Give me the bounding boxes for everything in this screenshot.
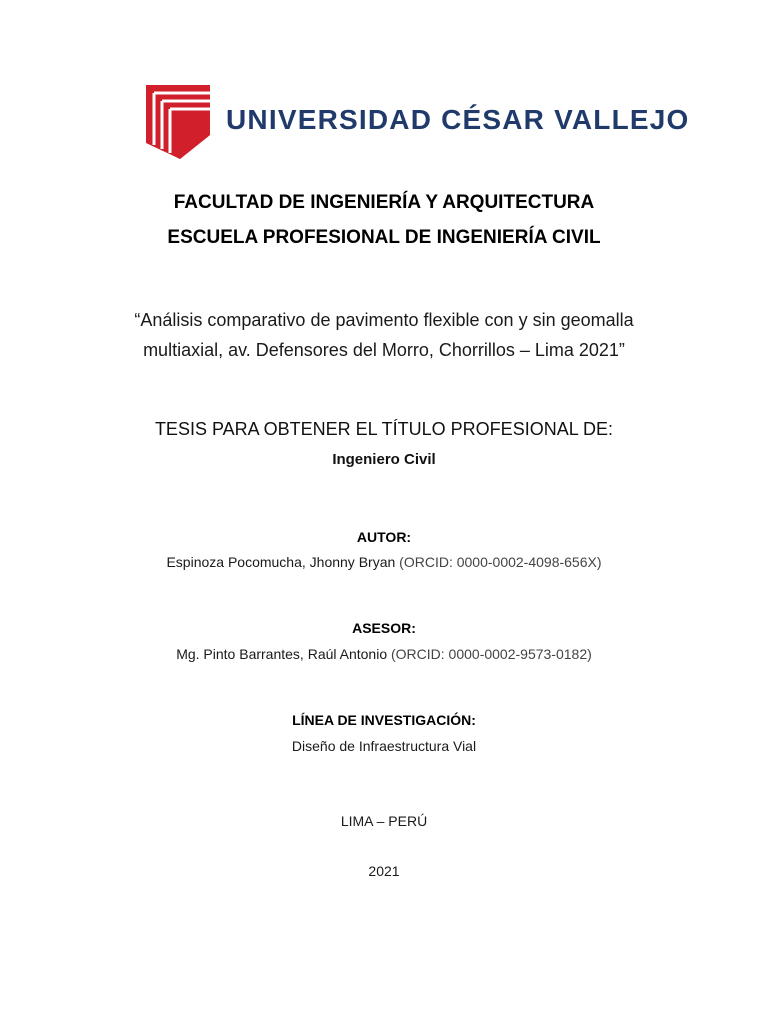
school-name: ESCUELA PROFESIONAL DE INGENIERÍA CIVIL bbox=[167, 227, 601, 248]
author-name: Espinoza Pocomucha, Jhonny Bryan bbox=[166, 554, 396, 570]
university-name: UNIVERSIDAD CÉSAR VALLEJO bbox=[226, 104, 690, 135]
author-line bbox=[0, 554, 768, 570]
ucv-shield-logo-icon bbox=[140, 83, 212, 161]
degree-heading: TESIS PARA OBTENER EL TÍTULO PROFESIONAL DE: bbox=[154, 419, 614, 439]
thesis-title-line-2: multiaxial, av. Defensores del Morro, Chorrillos – Lima 2021” bbox=[143, 340, 625, 360]
research-line-label: LÍNEA DE INVESTIGACIÓN: bbox=[292, 712, 476, 728]
advisor-line bbox=[0, 646, 768, 662]
advisor-label: ASESOR: bbox=[352, 620, 416, 636]
faculty-name: FACULTAD DE INGENIERÍA Y ARQUITECTURA bbox=[173, 192, 595, 213]
author-label: AUTOR: bbox=[356, 529, 412, 545]
advisor-name: Mg. Pinto Barrantes, Raúl Antonio bbox=[176, 646, 388, 662]
author-orcid: (ORCID: 0000-0002-4098-656X) bbox=[399, 554, 602, 570]
degree-title: Ingeniero Civil bbox=[332, 451, 436, 468]
advisor-orcid: (ORCID: 0000-0002-9573-0182) bbox=[391, 646, 592, 662]
research-line-value: Diseño de Infraestructura Vial bbox=[291, 738, 477, 754]
thesis-title-line-1: “Análisis comparativo de pavimento flexible con y sin geomalla bbox=[134, 310, 634, 330]
year: 2021 bbox=[368, 863, 400, 879]
place: LIMA – PERÚ bbox=[340, 813, 428, 829]
